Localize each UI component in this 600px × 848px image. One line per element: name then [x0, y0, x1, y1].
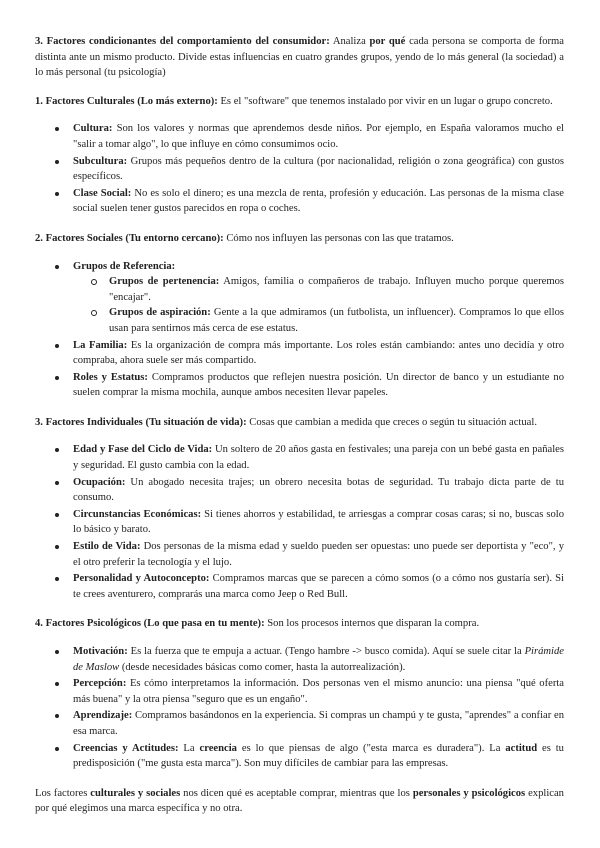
list-item: Ocupación: Un abogado necesita trajes; un obrero necesita botas de seguridad. Tu trabajo dicta parte de tu consumo.	[73, 475, 564, 506]
conclusion-paragraph: Los factores culturales y sociales nos dicen qué es aceptable comprar, mientras que los personales y psicológicos explican por qué elegimos una marca específica y no otra.	[35, 787, 564, 815]
bullet-icon	[55, 265, 59, 269]
list-item: Roles y Estatus: Compramos productos que reflejen nuestra posición. Un director de banco y un estudiante no suelen comprar la misma mochila, aunque ambos necesiten llevar papeles.	[73, 370, 564, 401]
bullet-icon	[55, 448, 59, 452]
sub-list-item: Grupos de aspiración: Gente a la que admiramos (un futbolista, un influencer). Compramos lo que ellos usan para sentirnos más cerca de ese estatus.	[109, 305, 564, 336]
bullet-icon	[55, 714, 59, 718]
section-4-heading: 4. Factores Psicológicos (Lo que pasa en tu mente): Son los procesos internos que disparan la compra.	[35, 618, 480, 630]
bullet-icon	[55, 481, 59, 485]
bullet-icon	[55, 513, 59, 517]
sub-list	[73, 274, 564, 336]
list-item: Motivación: Es la fuerza que te empuja a actuar. (Tengo hambre -> busco comida). Aquí se suele citar la Pirámide de Maslow (desde necesidades básicas como comer, hasta la autorrealización).	[73, 644, 564, 675]
section-1-heading: 1. Factores Culturales (Lo más externo): Es el "software" que tenemos instalado por vivir en un lugar o grupo concreto.	[35, 95, 553, 107]
list-item: La Familia: Es la organización de compra más importante. Los roles están cambiando: antes uno decidía y otro compraba, ahora suele ser más compartido.	[73, 338, 564, 369]
list-item: Circunstancias Económicas: Si tienes ahorros y estabilidad, te arriesgas a comprar cosas caras; si no, buscas solo lo básico y barato.	[73, 507, 564, 538]
list-item: Grupos de Referencia: Grupos de pertenencia: Amigos, familia o compañeros de trabajo. Influyen mucho porque queremos "encajar". Grupos de aspiración: Gente a la que admiramos (un futbolista, un influencer). Compramos lo que ellos usan para sentirnos más cerca de ese estatus.	[73, 259, 564, 337]
list-item: Cultura: Son los valores y normas que aprendemos desde niños. Por ejemplo, en España valoramos mucho el "salir a tomar algo", lo que influye en cómo consumimos ocio.	[73, 121, 564, 152]
bullet-icon	[55, 127, 59, 131]
section-1-list	[35, 121, 564, 217]
bullet-icon	[55, 747, 59, 751]
section-3-heading: 3. Factores Individuales (Tu situación de vida): Cosas que cambian a medida que creces o según tu situación actual.	[35, 416, 537, 428]
circle-bullet-icon	[91, 279, 97, 285]
list-item: Percepción: Es cómo interpretamos la información. Dos personas ven el mismo anuncio: una piensa "qué oferta más buena" y la otra piensa "seguro que es un engaño".	[73, 676, 564, 707]
section-2-list	[35, 259, 564, 401]
bullet-icon	[55, 577, 59, 581]
intro-paragraph: 3. Factores condicionantes del comportamiento del consumidor: Analiza por qué cada persona se comporta de forma distinta ante un mismo producto. Divide estas influencias en cuatro grandes grupos, yendo de lo más general (la sociedad) a lo más personal (tu psicología)	[35, 36, 565, 79]
circle-bullet-icon	[91, 310, 97, 316]
list-item: Clase Social: No es solo el dinero; es una mezcla de renta, profesión y educación. Las personas de la misma clase social suelen tener gustos parecidos en ropa o coches.	[73, 186, 564, 217]
section-4-list	[35, 644, 564, 772]
sub-list-item: Grupos de pertenencia: Amigos, familia o compañeros de trabajo. Influyen mucho porque queremos "encajar".	[109, 274, 564, 305]
list-item: Personalidad y Autoconcepto: Compramos marcas que se parecen a cómo somos (o a cómo nos gustaría ser). Si te crees aventurero, comprarás una marca como Jeep o Red Bull.	[73, 571, 564, 602]
list-item: Aprendizaje: Compramos basándonos en la experiencia. Si compras un champú y te gusta, "aprendes" a confiar en esa marca.	[73, 708, 564, 739]
bullet-icon	[55, 545, 59, 549]
bullet-icon	[55, 376, 59, 380]
bullet-icon	[55, 160, 59, 164]
section-2-heading: 2. Factores Sociales (Tu entorno cercano): Cómo nos influyen las personas con las que tratamos.	[35, 232, 454, 244]
bullet-icon	[55, 192, 59, 196]
section-3-list	[35, 442, 564, 602]
document-page	[35, 34, 564, 817]
intro-title: 3. Factores condicionantes del comportamiento del consumidor:	[35, 36, 330, 47]
bullet-icon	[55, 682, 59, 686]
bullet-icon	[55, 650, 59, 654]
list-item: Creencias y Actitudes: La creencia es lo que piensas de algo ("esta marca es duradera"). La actitud es tu predisposición ("me gusta esta marca"). Son muy difíciles de cambiar para las empresas.	[73, 741, 564, 772]
bullet-icon	[55, 344, 59, 348]
list-item: Subcultura: Grupos más pequeños dentro de la cultura (por nacionalidad, religión o zona geográfica) con gustos específicos.	[73, 154, 564, 185]
list-item: Edad y Fase del Ciclo de Vida: Un soltero de 20 años gasta en festivales; una pareja con un bebé gasta en pañales y seguridad. El gusto cambia con la edad.	[73, 442, 564, 473]
list-item: Estilo de Vida: Dos personas de la misma edad y sueldo pueden ser opuestas: uno puede ser deportista y "eco", y el otro preferir la tecnología y el lujo.	[73, 539, 564, 570]
